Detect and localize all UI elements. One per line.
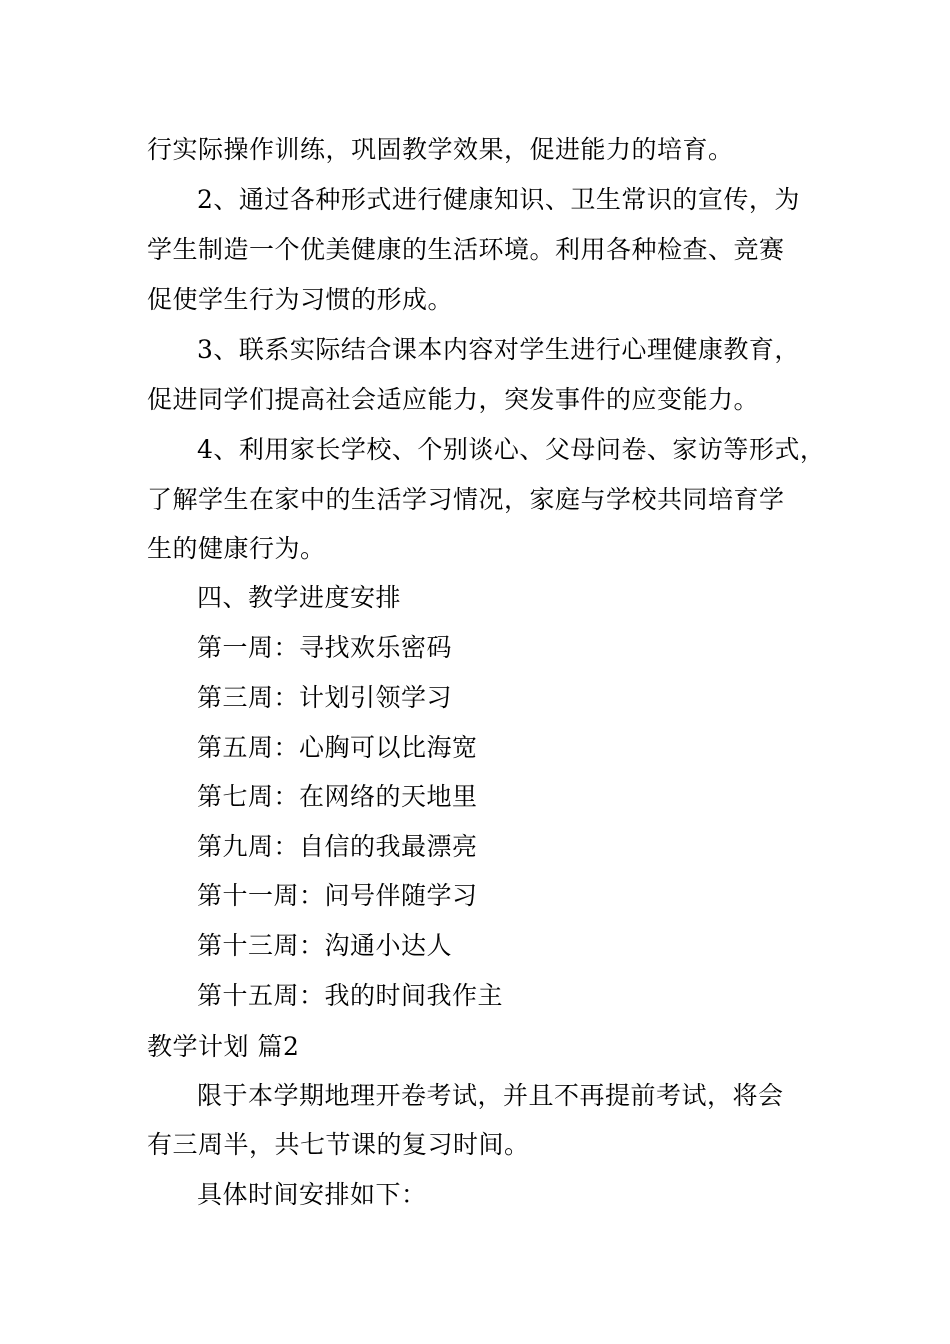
- section-heading: 四、教学进度安排: [197, 583, 402, 612]
- text-line: 2、通过各种形式进行健康知识、卫生常识的宣传，为: [197, 185, 800, 214]
- schedule-item: 第七周：在网络的天地里: [197, 782, 478, 811]
- schedule-item: 第五周：心胸可以比海宽: [197, 733, 478, 762]
- schedule-item: 第三周：计划引领学习: [197, 683, 453, 712]
- text-line: 4、利用家长学校、个别谈心、父母问卷、家访等形式，: [197, 435, 826, 464]
- schedule-item: 第十一周：问号伴随学习: [197, 881, 478, 910]
- text-line: 限于本学期地理开卷考试，并且不再提前考试，将会: [197, 1081, 784, 1110]
- text-line: 生的健康行为。: [147, 534, 326, 563]
- text-line: 学生制造一个优美健康的生活环境。利用各种检查、竞赛: [147, 235, 785, 264]
- text-line: 促进同学们提高社会适应能力，突发事件的应变能力。: [147, 385, 760, 414]
- text-line: 具体时间安排如下：: [197, 1180, 427, 1209]
- text-line: 有三周半，共七节课的复习时间。: [147, 1130, 530, 1159]
- schedule-item: 第九周：自信的我最漂亮: [197, 832, 478, 861]
- text-line: 了解学生在家中的生活学习情况，家庭与学校共同培育学: [147, 485, 785, 514]
- text-line: 3、联系实际结合课本内容对学生进行心理健康教育，: [197, 335, 800, 364]
- text-line: 促使学生行为习惯的形成。: [147, 285, 454, 314]
- text-line: 行实际操作训练，巩固教学效果，促进能力的培育。: [147, 135, 734, 164]
- schedule-item: 第十五周：我的时间我作主: [197, 981, 504, 1010]
- article-title: 教学计划 篇2: [147, 1032, 300, 1061]
- schedule-item: 第一周：寻找欢乐密码: [197, 633, 453, 662]
- schedule-item: 第十三周：沟通小达人: [197, 931, 453, 960]
